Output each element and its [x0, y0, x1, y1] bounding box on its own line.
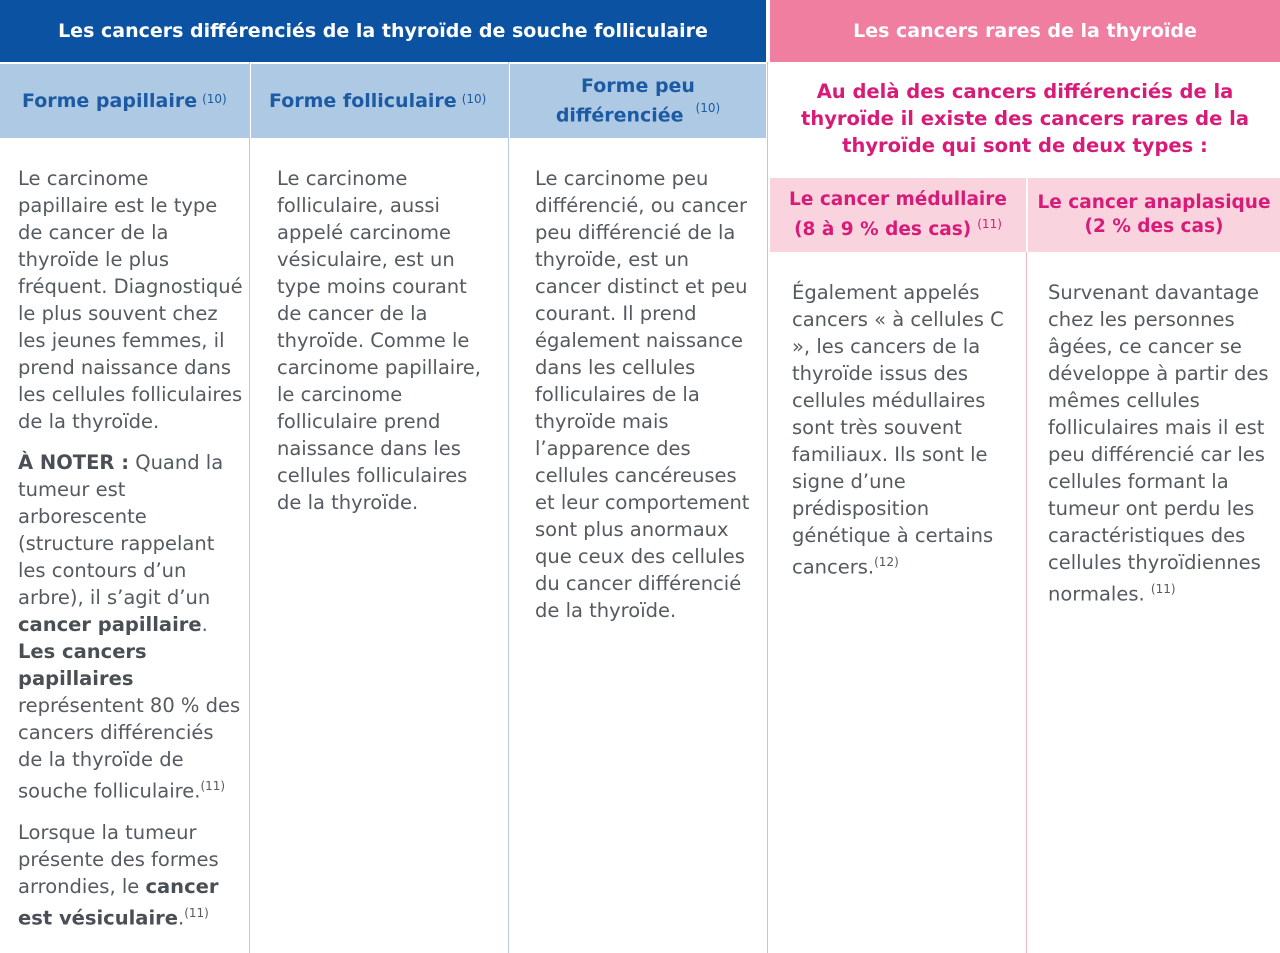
follicular-title: Forme folliculaire	[269, 90, 457, 112]
follicular-title-ref: (10)	[461, 92, 487, 106]
reference: (11)	[200, 779, 226, 793]
column-divider	[508, 62, 509, 953]
rare-cancers-intro	[770, 78, 1280, 159]
reference: (11)	[1150, 582, 1176, 596]
column-divider	[249, 62, 250, 953]
papillary-description	[18, 165, 244, 945]
papillary-title: Forme papillaire	[22, 90, 198, 112]
anaplastic-title-line1: Le cancer anaplasique	[1037, 192, 1271, 213]
rare-cancers-intro-text: Au delà des cancers différenciés de la thyroïde il existe des cancers rares de la thyroïde qui sont de deux types :	[801, 80, 1249, 157]
poorly-differentiated-title-line1: Forme peu	[581, 75, 695, 98]
rare-cancers-header-text: Les cancers rares de la thyroïde	[853, 20, 1197, 42]
poorly-differentiated-title-line2: différenciée	[555, 104, 684, 127]
note-label: À NOTER :	[18, 451, 130, 474]
medullary-title-ref: (11)	[977, 216, 1002, 231]
papillary-column-header	[0, 64, 249, 138]
follicular-description	[277, 165, 493, 530]
differentiated-cancers-header-text: Les cancers différenciés de la thyroïde de souche folliculaire	[58, 20, 708, 42]
papillary-note: À NOTER : Quand la tumeur est arborescente (structure rappelant les contours d’un arbre), il s’agit d’un cancer papillaire. Les cancers papillaires représentent 80 % des cancers différenciés de la thyroïde de souche folliculaire.$^{(11)}$	[18, 451, 241, 803]
medullary-column-header	[770, 178, 1026, 252]
medullary-description	[792, 279, 1014, 595]
rare-column-divider	[1026, 252, 1027, 953]
medullary-title-line2: (8 à 9 % des cas)	[794, 219, 972, 241]
follicular-column-header	[251, 64, 508, 138]
poorly-differentiated-description	[535, 165, 753, 638]
poorly-differentiated-title-ref: (10)	[695, 101, 721, 116]
section-divider	[767, 62, 768, 953]
anaplastic-title-line2: (2 % des cas)	[1084, 216, 1224, 237]
vesicular-note: Lorsque la tumeur présente des formes arrondies, le cancer est vésiculaire.$^{(11)}$	[18, 820, 219, 929]
poorly-differentiated-column-header	[510, 64, 766, 138]
anaplastic-column-header	[1028, 178, 1280, 252]
poorly-differentiated-paragraph: Le carcinome peu différencié, ou cancer peu différencié de la thyroïde, est un cancer distinct et peu courant. Il prend également naissance dans les cellules folliculaires de la thyroïde mais l’apparence des cellules cancéreuses et leur comportement sont plus anormaux que ceux des cellules du cancer différencié de la thyroïde.	[535, 167, 750, 622]
medullary-paragraph: Également appelés cancers « à cellules C », les cancers de la thyroïde issus des cellules médullaires sont très souvent familiaux. Ils sont le signe d’une prédisposition génétique à certains cancers.$^{(12)}$	[792, 281, 1004, 579]
follicular-paragraph: Le carcinome folliculaire, aussi appelé carcinome vésiculaire, est un type moins courant de cancer de la thyroïde. Comme le carcinome papillaire, le carcinome folliculaire prend naissance dans les cellules folliculaires de la thyroïde.	[277, 167, 481, 514]
reference: (12)	[874, 555, 899, 569]
reference: (11)	[184, 905, 209, 920]
anaplastic-paragraph: Survenant davantage chez les personnes âgées, ce cancer se développe à partir des mêmes cellules folliculaires mais il est peu différencié car les cellules formant la tumeur ont perdu les caractéristiques des cellules thyroïdiennes normales. $^{(11)}$	[1048, 281, 1269, 606]
differentiated-cancers-header	[0, 0, 766, 62]
medullary-title-line1: Le cancer médullaire	[789, 188, 1007, 210]
papillary-title-ref: (10)	[202, 92, 227, 106]
papillary-paragraph: Le carcinome papillaire est le type de cancer de la thyroïde le plus fréquent. Diagnostiqué le plus souvent chez les jeunes femmes, il prend naissance dans les cellules folliculaires de la thyroïde.	[18, 167, 243, 433]
rare-cancers-header	[770, 0, 1280, 62]
anaplastic-description	[1048, 279, 1270, 622]
